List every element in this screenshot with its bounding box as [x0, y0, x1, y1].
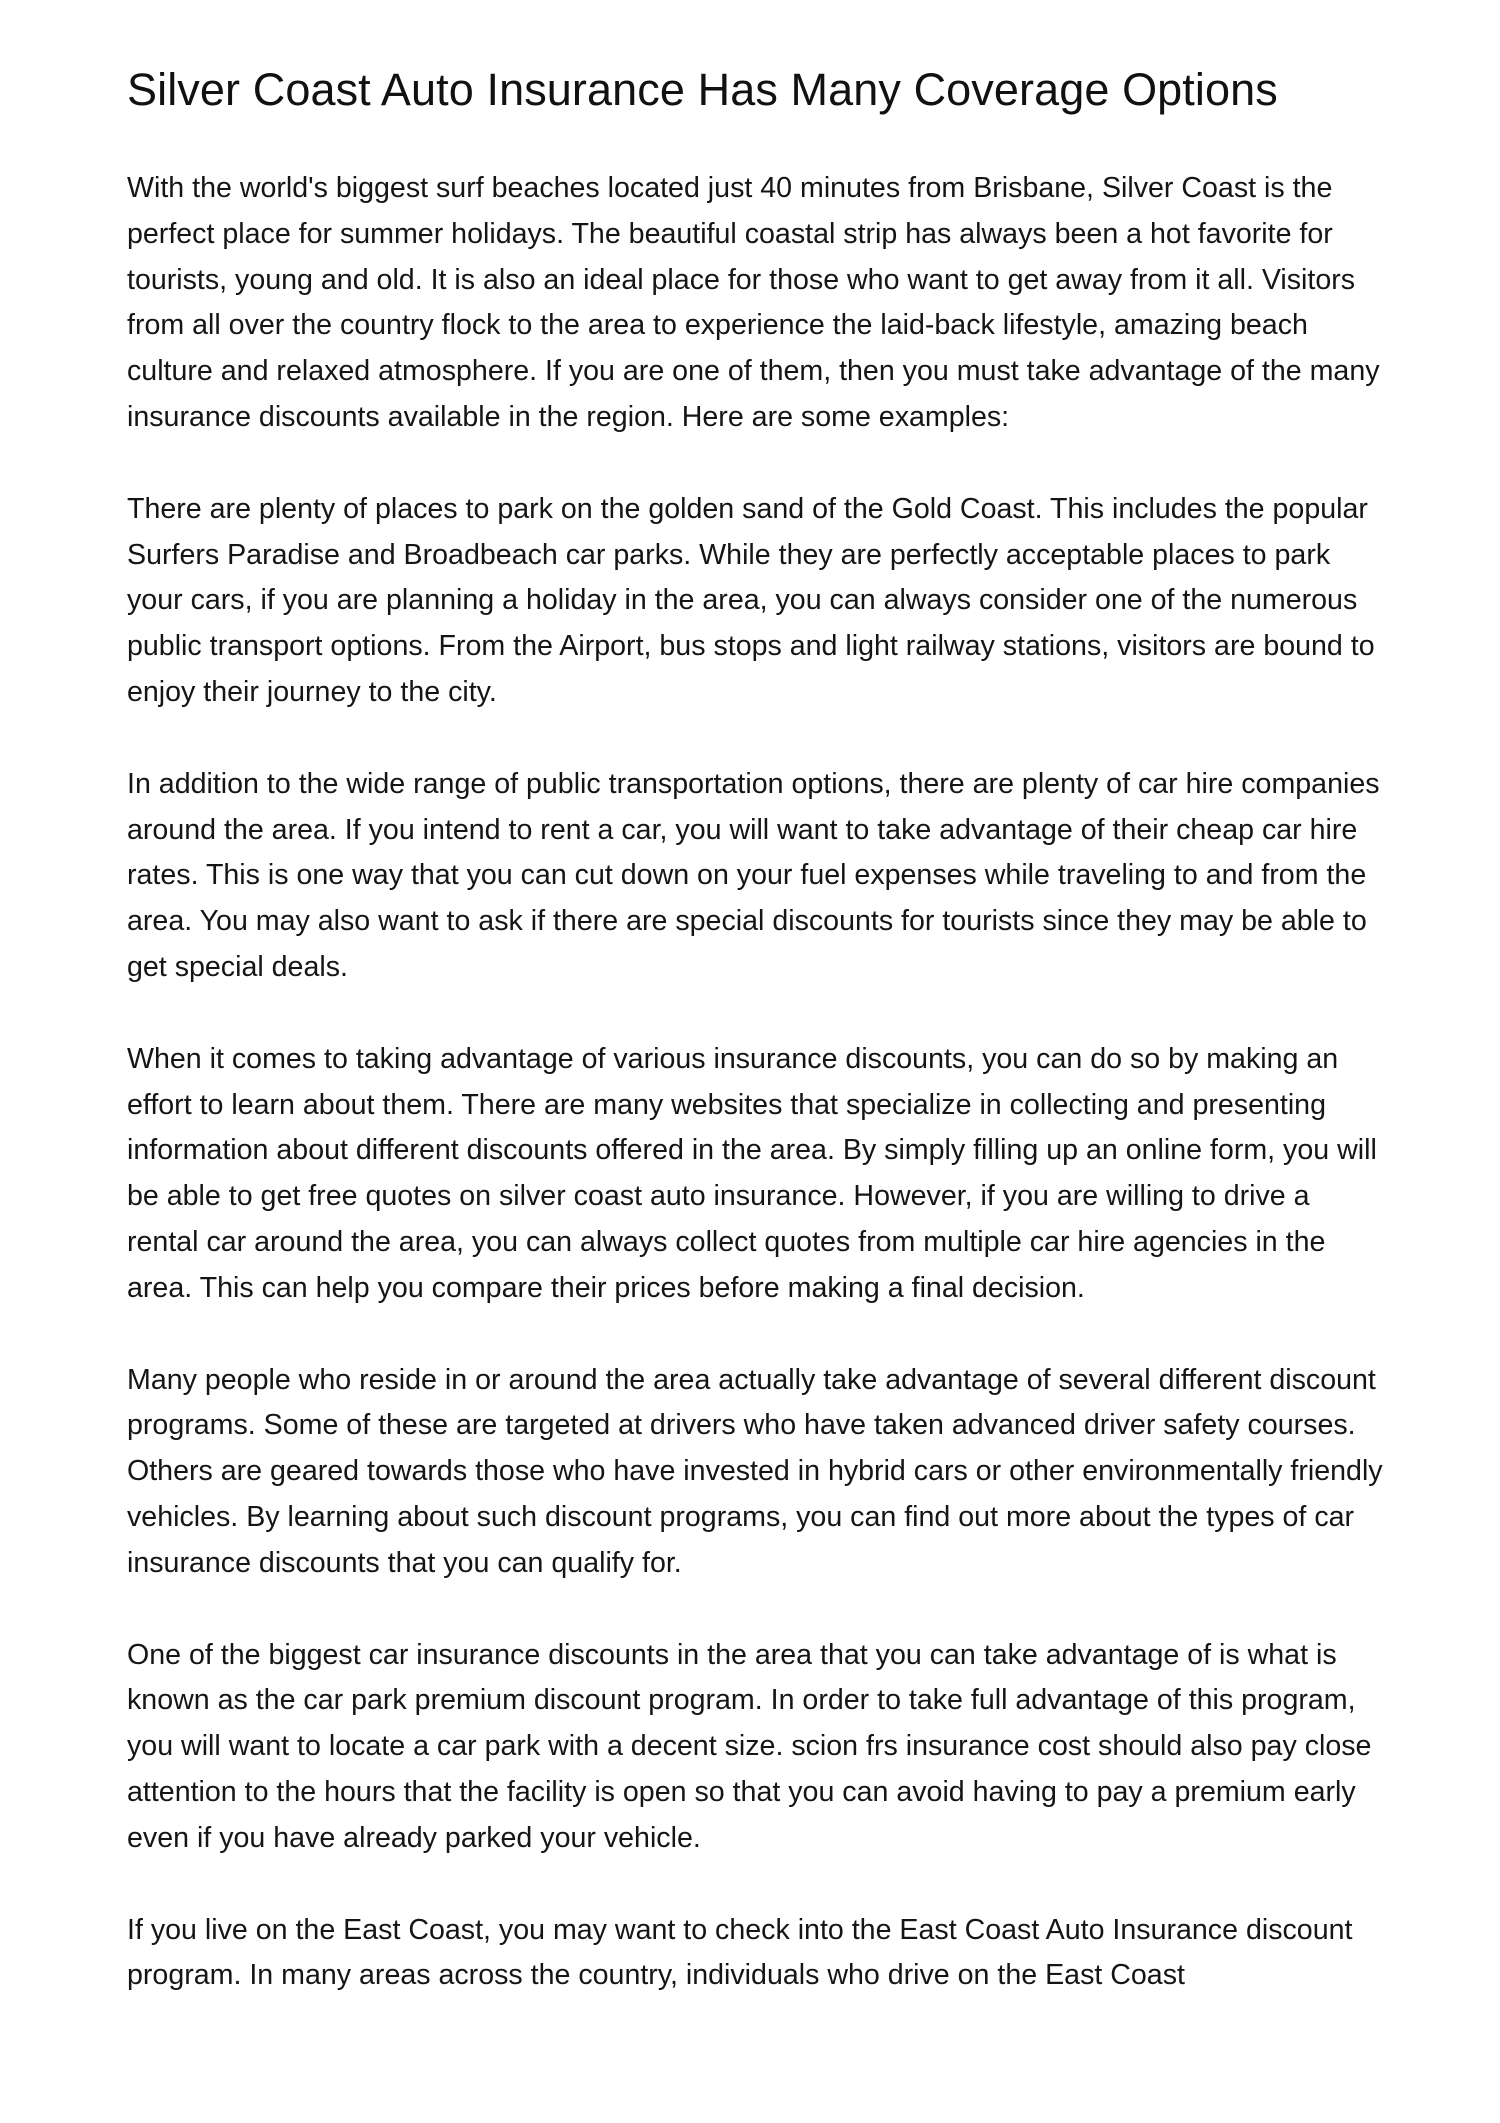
- document-body: [127, 166, 1387, 1999]
- document-page: [127, 62, 1387, 2045]
- paragraph-3: In addition to the wide range of public transportation options, there are plenty of car hire companies around the area. If you intend to rent a car, you will want to take advantage of their cheap car hire rates. This is one way that you can cut down on your fuel expenses while traveling to and from the area. You may also want to ask if there are special discounts for tourists since they may be able to get special deals.: [127, 767, 1380, 983]
- paragraph-7: If you live on the East Coast, you may want to check into the East Coast Auto Insurance discount program. In many areas across the country, individuals who drive on the East Coast: [127, 1913, 1353, 1992]
- paragraph-5: Many people who reside in or around the area actually take advantage of several different discount programs. Some of these are targeted at drivers who have taken advanced driver safety courses. Others are geared towards those who have invested in hybrid cars or other environmentally friendly vehicles. By learning about such discount programs, you can find out more about the types of car insurance discounts that you can qualify for.: [127, 1363, 1383, 1579]
- paragraph-2: There are plenty of places to park on the golden sand of the Gold Coast. This includes the popular Surfers Paradise and Broadbeach car parks. While they are perfectly acceptable places to park your cars, if you are planning a holiday in the area, you can always consider one of the numerous public transport options. From the Airport, bus stops and light railway stations, visitors are bound to enjoy their journey to the city.: [127, 492, 1375, 708]
- document-title: Silver Coast Auto Insurance Has Many Coverage Options: [127, 64, 1278, 115]
- paragraph-6: One of the biggest car insurance discounts in the area that you can take advantage of is what is known as the car park premium discount program. In order to take full advantage of this program, you will want to locate a car park with a decent size. scion frs insurance cost should also pay close attention to the hours that the facility is open so that you can avoid having to pay a premium early even if you have already parked your vehicle.: [127, 1638, 1372, 1854]
- paragraph-1: With the world's biggest surf beaches located just 40 minutes from Brisbane, Silver Coast is the perfect place for summer holidays. The beautiful coastal strip has always been a hot favorite for tourists, young and old. It is also an ideal place for those who want to get away from it all. Visitors from all over the country flock to the area to experience the laid-back lifestyle, amazing beach culture and relaxed atmosphere. If you are one of them, then you must take advantage of the many insurance discounts available in the region. Here are some examples:: [127, 172, 1380, 433]
- paragraph-4: When it comes to taking advantage of various insurance discounts, you can do so by making an effort to learn about them. There are many websites that specialize in collecting and presenting information about different discounts offered in the area. By simply filling up an online form, you will be able to get free quotes on silver coast auto insurance. However, if you are willing to drive a rental car around the area, you can always collect quotes from multiple car hire agencies in the area. This can help you compare their prices before making a final decision.: [127, 1042, 1377, 1304]
